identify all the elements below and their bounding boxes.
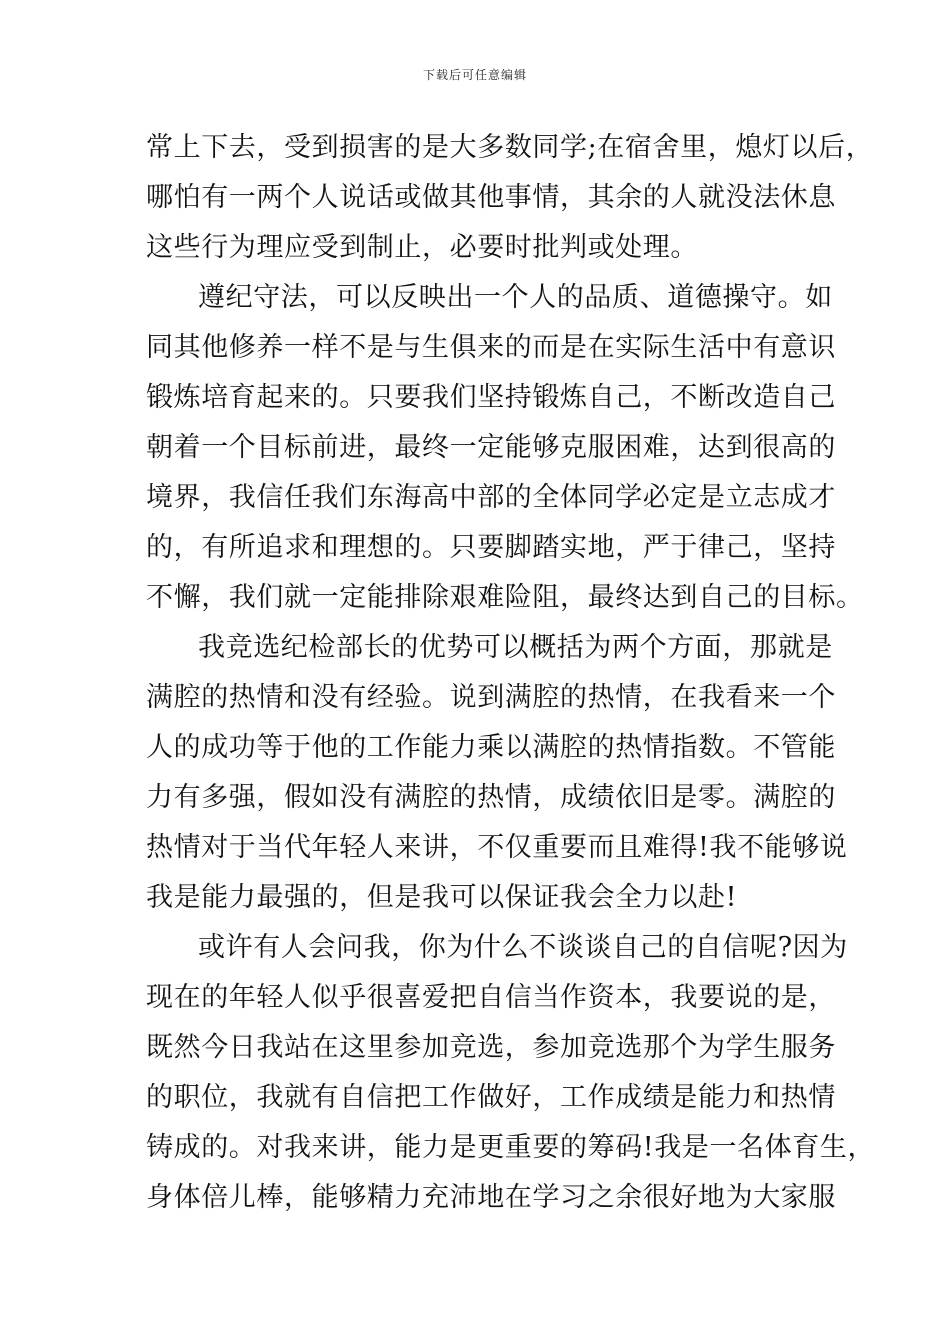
paragraph-line: 我是能力最强的，但是我可以保证我会全力以赴!	[146, 882, 738, 913]
body-text	[146, 126, 876, 1226]
paragraph-line: 的，有所追求和理想的。只要脚踏实地，严于律己，坚持	[146, 532, 836, 563]
paragraph-line: 人的成功等于他的工作能力乘以满腔的热情指数。不管能	[146, 732, 836, 763]
paragraph-line: 或许有人会问我，你为什么不谈谈自己的自信呢?因为	[198, 932, 848, 963]
paragraph-line: 我竞选纪检部长的优势可以概括为两个方面，那就是	[198, 632, 833, 663]
paragraph-line: 的职位，我就有自信把工作做好，工作成绩是能力和热情	[146, 1082, 836, 1113]
paragraph-line: 现在的年轻人似乎很喜爱把自信当作资本，我要说的是，	[146, 982, 836, 1013]
paragraph-line: 遵纪守法，可以反映出一个人的品质、道德操守。如	[198, 282, 833, 313]
paragraph-line: 满腔的热情和没有经验。说到满腔的热情，在我看来一个	[146, 682, 836, 713]
paragraph-line: 同其他修养一样不是与生俱来的而是在实际生活中有意识	[146, 332, 836, 363]
paragraph-line: 哪怕有一两个人说话或做其他事情，其余的人就没法休息	[146, 182, 836, 213]
paragraph-line: 热情对于当代年轻人来讲，不仅重要而且难得!我不能够说	[146, 832, 848, 863]
paragraph-line: 不懈，我们就一定能排除艰难险阻，最终达到自己的目标。	[146, 582, 864, 613]
header-note: 下载后可任意编辑	[422, 68, 527, 82]
paragraph-line: 境界，我信任我们东海高中部的全体同学必定是立志成才	[146, 482, 836, 513]
paragraph-line: 这些行为理应受到制止，必要时批判或处理。	[146, 232, 698, 263]
paragraph-line: 铸成的。对我来讲，能力是更重要的筹码!我是一名体育生，	[146, 1132, 876, 1163]
paragraph-line: 身体倍儿棒，能够精力充沛地在学习之余很好地为大家服	[146, 1182, 836, 1213]
paragraph-line: 常上下去，受到损害的是大多数同学;在宿舍里，熄灯以后，	[146, 132, 874, 163]
paragraph-line: 既然今日我站在这里参加竞选，参加竞选那个为学生服务	[146, 1032, 836, 1063]
paragraph-line: 锻炼培育起来的。只要我们坚持锻炼自己，不断改造自己	[146, 382, 836, 413]
paragraph-line: 力有多强，假如没有满腔的热情，成绩依旧是零。满腔的	[146, 782, 836, 813]
paragraph-line: 朝着一个目标前进，最终一定能够克服困难，达到很高的	[146, 432, 836, 463]
